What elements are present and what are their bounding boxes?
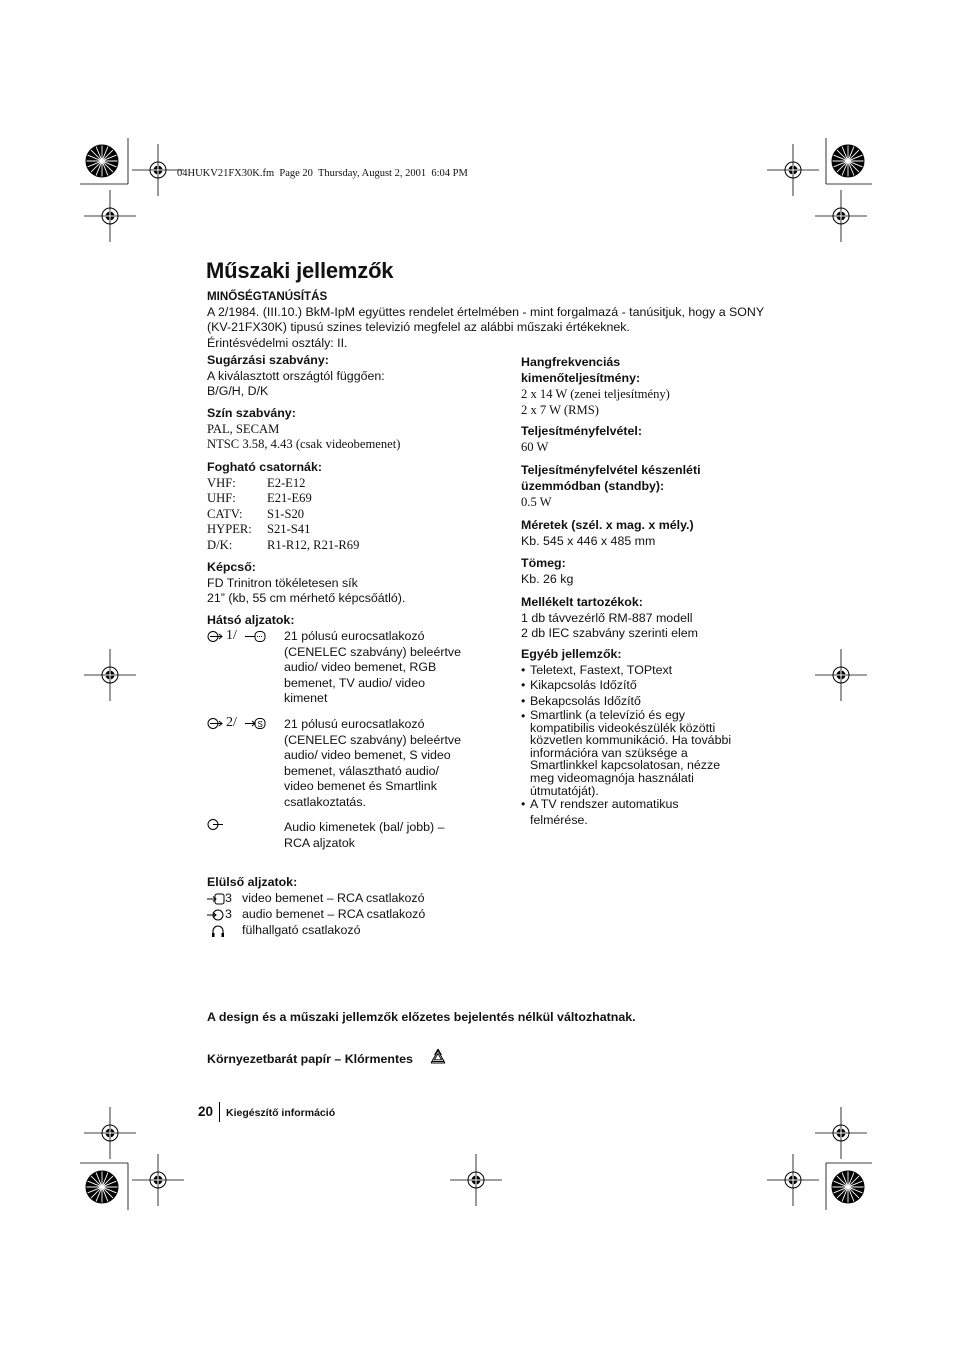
list-item-text: információra van szüksége a [530, 745, 688, 760]
section-line: FD Trinitron tökéletesen sík [207, 575, 358, 590]
section-heading: Sugárzási szabvány: [207, 353, 329, 367]
section-line: NTSC 3.58, 4.43 (csak videobemenet) [207, 437, 401, 451]
desc-line: RCA aljzatok [284, 835, 355, 850]
audio-output-icon [207, 818, 225, 831]
recycle-icon [428, 1047, 448, 1067]
desc-line: 21 pólusú eurocsatlakozó [284, 629, 425, 643]
list-item-text: útmutatóját). [530, 783, 599, 798]
connector-number: 3 [225, 907, 232, 921]
change-notice: A design és a műszaki jellemzők előzetes bejelentés nélkül változhatnak. [207, 1010, 636, 1024]
connector-number: 3 [225, 891, 232, 905]
section-heading: üzemmódban (standby): [521, 478, 665, 493]
list-item-text: A TV rendszer automatikus [530, 797, 679, 812]
list-item-text: Bekapcsolás Időzítő [530, 693, 641, 708]
section-line: 2 x 7 W (RMS) [521, 402, 599, 417]
section-heading: Fogható csatornák: [207, 460, 322, 474]
section-line: PAL, SECAM [207, 421, 280, 436]
list-item-text: Teletext, Fastext, TOPtext [530, 662, 673, 677]
section-line: B/G/H, D/K [207, 384, 269, 398]
section-heading: Teljesítményfelvétel: [521, 424, 642, 438]
desc-line: audio/ video bemenet, S video [284, 748, 451, 762]
desc-line: (CENELEC szabvány) beleértve [284, 644, 461, 659]
standby-power [521, 463, 701, 511]
front-video-input [207, 891, 507, 907]
scart-input-icon [207, 717, 225, 730]
audio-output-power [521, 355, 670, 418]
scart-number: 2/ [226, 715, 237, 730]
desc-line: video bemenet és Smartlink [284, 779, 437, 793]
section-heading: Képcső: [207, 560, 256, 574]
picture-tube [207, 560, 405, 607]
footer-section: Kiegészítő információ [226, 1107, 336, 1119]
channel-row [207, 522, 359, 538]
s-video-icon [245, 717, 267, 730]
scart-number: 1/ [226, 628, 237, 643]
section-heading: Teljesítményfelvétel készenléti [521, 463, 701, 477]
connector-text: audio bemenet – RCA csatlakozó [242, 907, 426, 921]
scart-input-icon [207, 630, 225, 643]
section-line: A kiválasztott országtól függően: [207, 368, 385, 383]
page-number: 20 [198, 1104, 214, 1119]
section-heading: Szín szabvány: [207, 406, 296, 420]
scart-2-description [284, 717, 461, 810]
accessories [521, 595, 698, 642]
section-heading: kimenőteljesítmény: [521, 370, 641, 385]
cert-block [207, 289, 764, 351]
channels [207, 460, 359, 553]
list-item-text: Smartlink (a televízió és egy [530, 708, 685, 722]
list-item-text: meg videomagnója használati [530, 770, 694, 785]
list-item-text: Smartlinkkel kapcsolatosan, nézze [530, 758, 721, 773]
channel-range: E2-E12 [267, 475, 306, 490]
desc-line: kimenet [284, 691, 328, 705]
audio-input-icon [207, 909, 225, 921]
svg-text:S: S [257, 720, 263, 729]
desc-line: (CENELEC szabvány) beleértve [284, 732, 461, 747]
list-item-text: Kikapcsolás Időzítő [530, 678, 637, 692]
color-standard [207, 406, 400, 453]
desc-line: Audio kimenetek (bal/ jobb) – [284, 820, 445, 834]
channel-band: UHF: [207, 491, 236, 505]
channel-range: S21-S41 [267, 522, 311, 536]
desc-line: csatlakoztatás. [284, 794, 366, 809]
channel-row [207, 476, 359, 492]
front-headphone [207, 923, 507, 939]
other-features [521, 647, 761, 828]
channel-row [207, 507, 359, 523]
channel-band: D/K: [207, 537, 233, 552]
front-connectors [207, 875, 297, 891]
desc-line: audio/ video bemenet, RGB [284, 660, 437, 674]
section-line: 0.5 W [521, 495, 552, 509]
front-audio-input [207, 907, 507, 923]
list-item: • A TV rendszer automatikus felmérése. [521, 797, 679, 827]
section-line: 21” (kb, 55 cm mérhető képcsőátló). [207, 591, 406, 605]
dimensions [521, 518, 694, 549]
channel-range: E21-E69 [267, 491, 312, 505]
audio-output-description [284, 820, 444, 851]
connector-text: fülhallgató csatlakozó [242, 923, 361, 937]
scart-1-description [284, 629, 461, 707]
video-input-icon [207, 893, 225, 905]
section-heading: Egyéb jellemzők: [521, 647, 622, 661]
section-heading: Hátsó aljzatok: [207, 613, 295, 627]
power-consumption [521, 424, 642, 455]
channel-row [207, 491, 359, 507]
channel-row [207, 538, 359, 554]
desc-line: bemenet, TV audio/ video [284, 675, 425, 690]
connector-text: video bemenet – RCA csatlakozó [242, 891, 425, 905]
cert-line: (KV-21FX30K) tipusú szines televizió megfelel az alábbi műszaki értékeknek. [207, 320, 630, 334]
section-line: 1 db távvezérlő RM-887 modell [521, 610, 693, 625]
footer-divider [219, 1102, 220, 1122]
section-line: 2 x 14 W (zenei teljesítmény) [521, 387, 670, 401]
weight [521, 556, 573, 587]
paper-notice: Környezetbarát papír – Klórmentes [207, 1052, 413, 1066]
channel-band: HYPER: [207, 522, 252, 536]
section-line: Kb. 545 x 446 x 485 mm [521, 533, 656, 548]
section-heading: Méretek (szél. x mag. x mély.) [521, 518, 694, 532]
list-item: • Teletext, Fastext, TOPtext [521, 662, 673, 677]
channel-range: R1-R12, R21-R69 [267, 537, 360, 552]
desc-line: bemenet, választható audio/ [284, 763, 439, 778]
section-heading: Tömeg: [521, 556, 566, 570]
section-heading: Hangfrekvenciás [521, 355, 621, 369]
list-item: • Smartlink (a televízió és egy kompatibilis videokészülék közötti közvetlen kommunikáció. Ha további információra van szüksége a Smartlinkkel kapcsolatosan, nézze meg videomagnója használati útmutatóját). [521, 708, 732, 798]
list-item-text: felmérése. [530, 812, 588, 827]
channel-band: VHF: [207, 475, 236, 490]
list-item: • Bekapcsolás Időzítő [521, 693, 641, 708]
page-title: Műszaki jellemzők [206, 258, 394, 283]
section-line: 60 W [521, 439, 549, 454]
channel-range: S1-S20 [267, 506, 305, 521]
channel-band: CATV: [207, 506, 243, 521]
cert-heading: MINŐSÉGTANÚSÍTÁS [207, 290, 328, 303]
headphone-icon [211, 924, 225, 938]
list-item: • Kikapcsolás Időzítő [521, 678, 637, 692]
cert-line: A 2/1984. (III.10.) BkM-IpM együttes rendelet értelmében - mint forgalmazá - tanúsitjuk, hogy a SONY [207, 304, 765, 319]
list-item-text: kompatibilis videokészülék közötti [530, 720, 716, 735]
scart-output-icon [245, 630, 267, 643]
desc-line: 21 pólusú eurocsatlakozó [284, 717, 425, 731]
section-heading: Mellékelt tartozékok: [521, 595, 643, 609]
cert-line: Érintésvédelmi osztály: II. [207, 335, 348, 350]
scart-2-label [207, 715, 267, 735]
broadcast-standard [207, 353, 385, 400]
section-heading: Elülső aljzatok: [207, 875, 298, 889]
list-item-text: közvetlen kommunikáció. Ha további [530, 733, 732, 748]
section-line: 2 db IEC szabvány szerinti elem [521, 626, 698, 640]
section-line: Kb. 26 kg [521, 571, 574, 586]
scart-1-label [207, 628, 267, 648]
print-header: 04HUKV21FX30K.fm Page 20 Thursday, August 2, 2001 6:04 PM [177, 168, 468, 179]
